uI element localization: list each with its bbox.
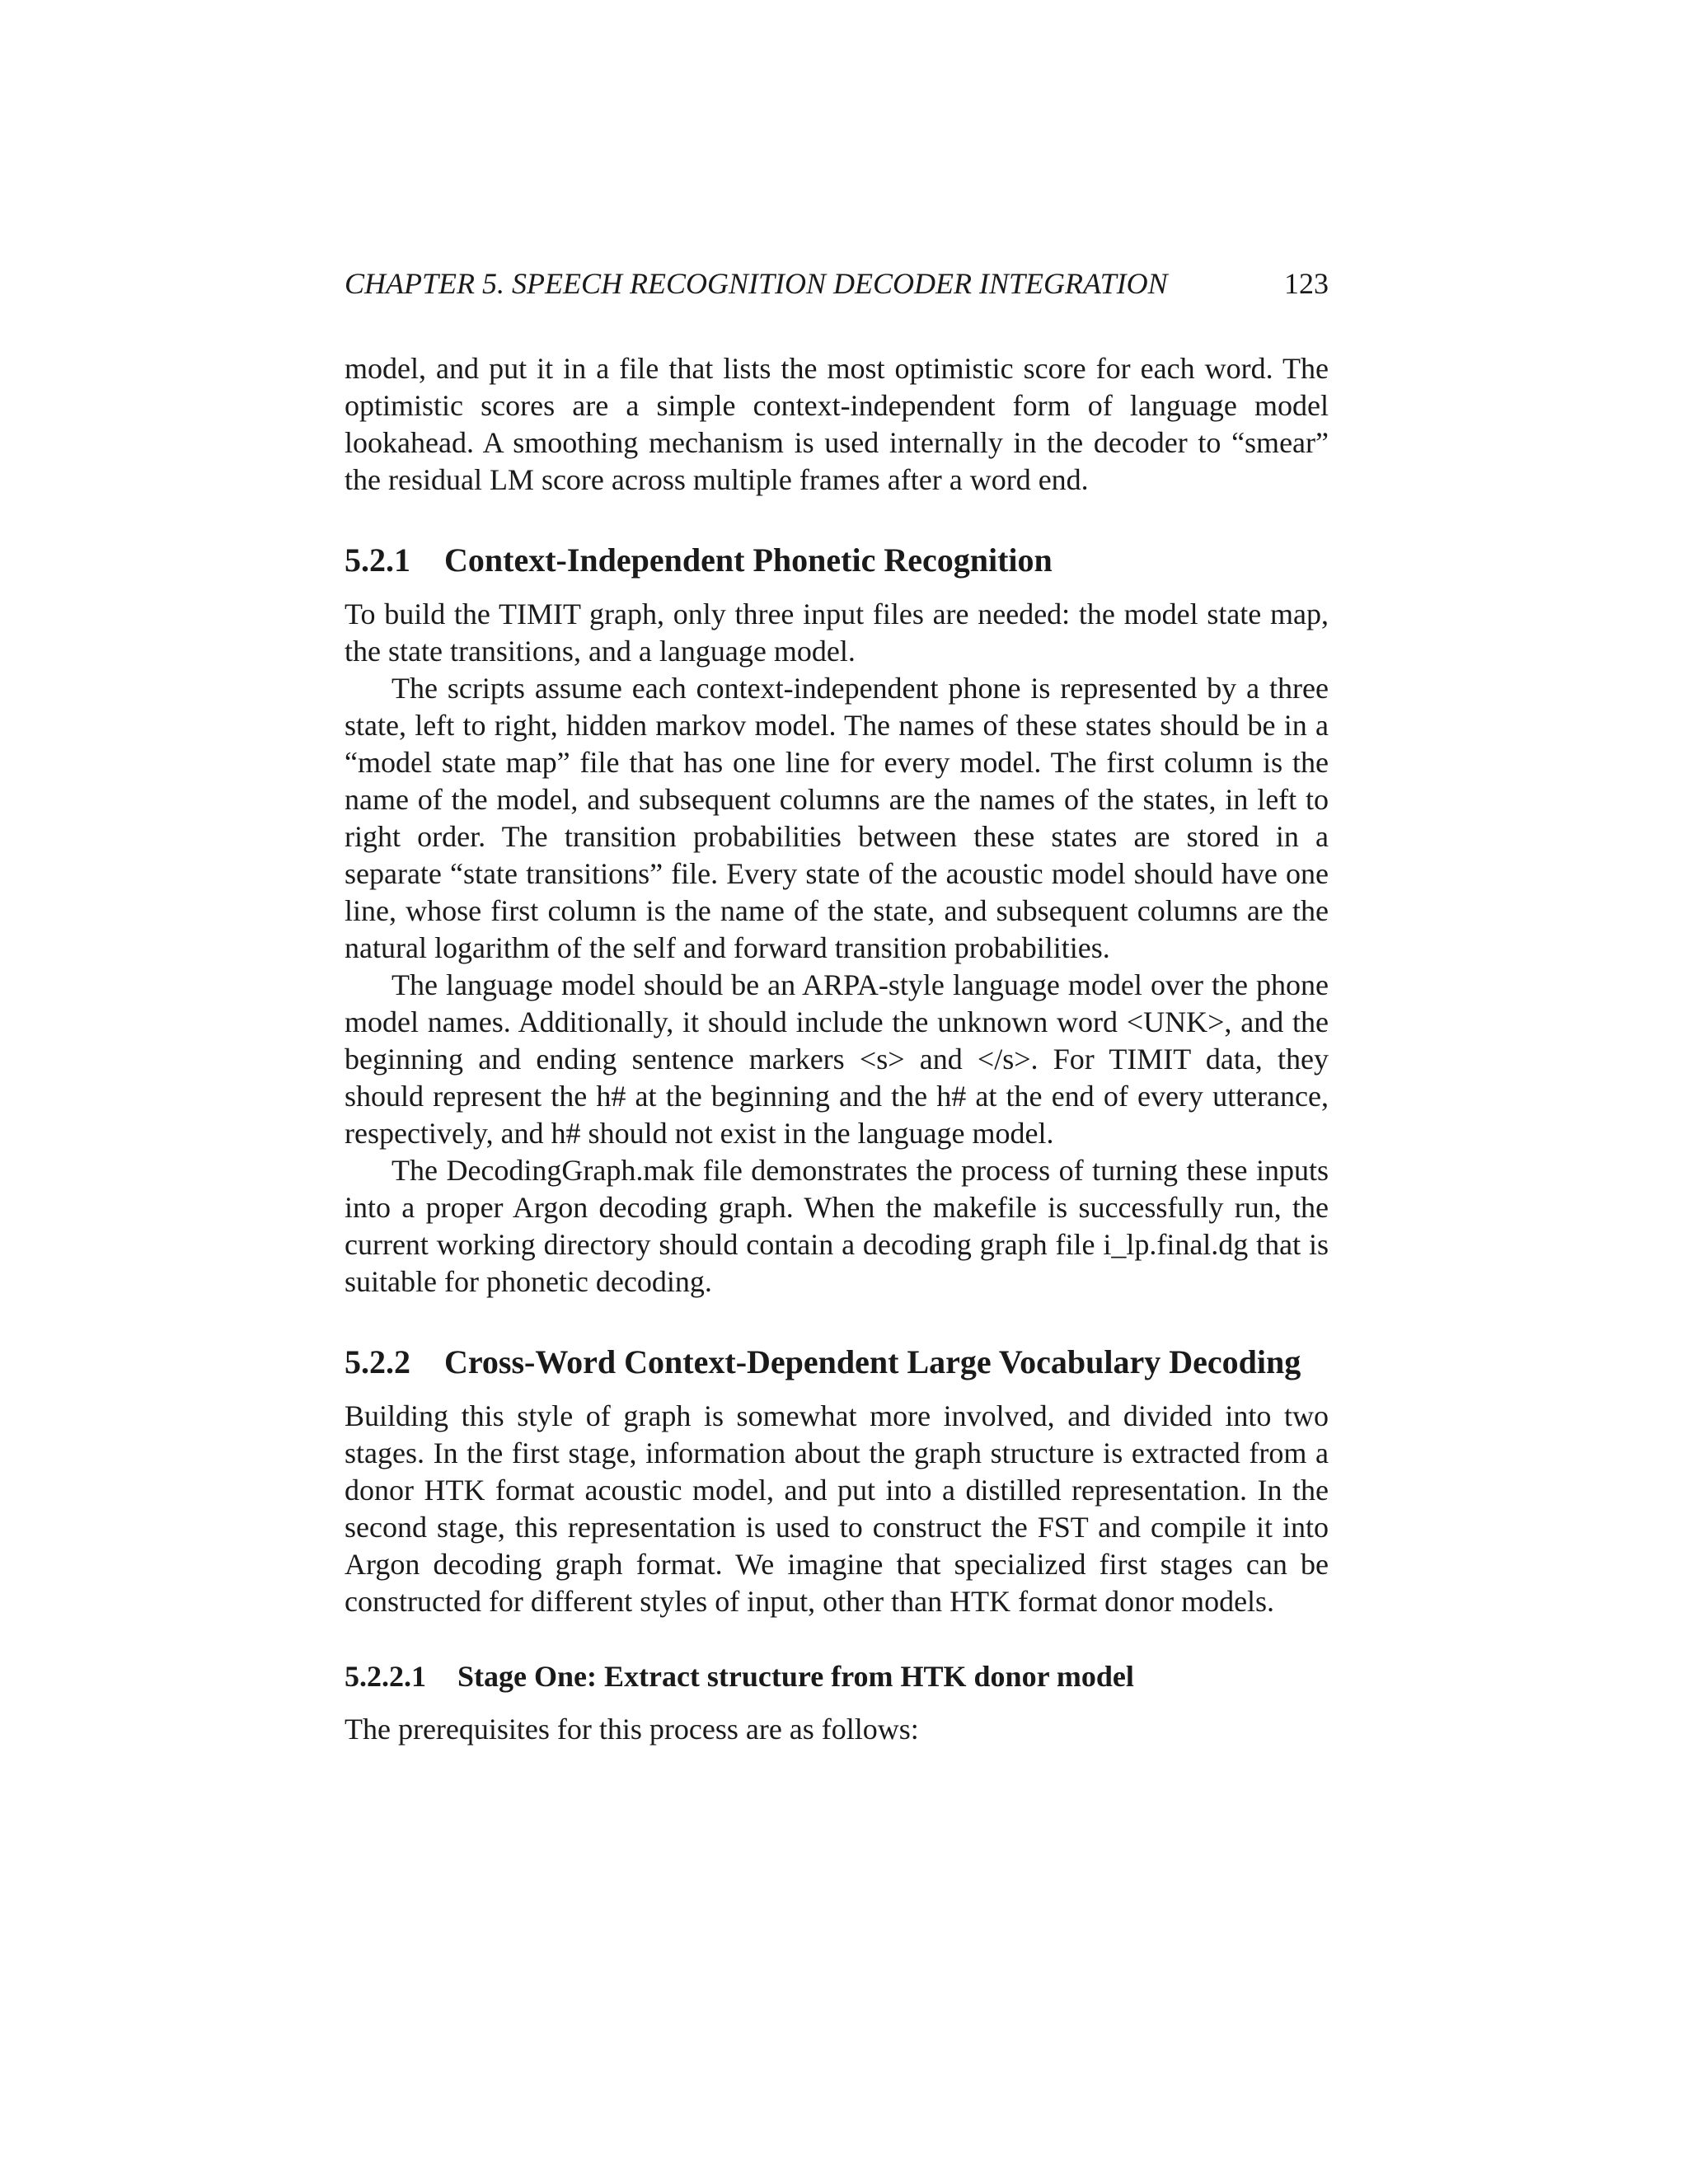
paragraph: The prerequisites for this process are as follows: (345, 1713, 919, 1746)
section-title: Context-Independent Phonetic Recognition (444, 541, 1053, 579)
paragraph: Building this style of graph is somewhat more involved, and divided into two stages. In the first stage, information about the graph structure is extracted from a donor HTK format acoustic model, and put into a distilled representation. In the second stage, this representation is used to construct the FST and compile it into Argon decoding graph format. We imagine that specialized first stages can be constructed for different styles of input, other than HTK format donor models. (345, 1399, 1329, 1618)
subsection-heading-5-2-2-1 (345, 1658, 1329, 1695)
section-heading-5-2-1 (345, 540, 1329, 581)
subsection-number: 5.2.2.1 (345, 1660, 426, 1693)
section-heading-5-2-2 (345, 1342, 1329, 1383)
section-title: Cross-Word Context-Dependent Large Vocabulary Decoding (444, 1343, 1301, 1380)
subsection-title: Stage One: Extract structure from HTK donor model (457, 1660, 1134, 1693)
page (345, 0, 1329, 2184)
intro-paragraph: model, and put it in a file that lists the most optimistic score for each word. The optimistic scores are a simple context-independent form of language model lookahead. A smoothing mechanism is used internally in the decoder to “smear” the residual LM score across multiple frames after a word end. (345, 352, 1329, 496)
paragraph: To build the TIMIT graph, only three input files are needed: the model state map, the state transitions, and a language model. (345, 598, 1329, 668)
paragraph: The language model should be an ARPA-style language model over the phone model names. Additionally, it should include the unknown word <UNK>, and the beginning and ending sentence markers <s> and </s>. For TIMIT data, they should represent the h# at the beginning and the h# at the end of every utterance, respectively, and h# should not exist in the language model. (345, 968, 1329, 1150)
section-number: 5.2.1 (345, 541, 410, 579)
body-text (345, 350, 1329, 1748)
page-number: 123 (1284, 267, 1329, 300)
paragraph: The DecodingGraph.mak file demonstrates the process of turning these inputs into a proper Argon decoding graph. When the makefile is successfully run, the current working directory should contain a decoding graph file i_lp.final.dg that is suitable for phonetic decoding. (345, 1154, 1329, 1298)
section-number: 5.2.2 (345, 1343, 410, 1380)
chapter-title: CHAPTER 5. SPEECH RECOGNITION DECODER INTEGRATION (345, 267, 1168, 300)
paragraph: The scripts assume each context-independent phone is represented by a three state, left to right, hidden markov model. The names of these states should be in a “model state map” file that has one line for every model. The first column is the name of the model, and subsequent columns are the names of the states, in left to right order. The transition probabilities between these states are stored in a separate “state transitions” file. Every state of the acoustic model should have one line, whose first column is the name of the state, and subsequent columns are the natural logarithm of the self and forward transition probabilities. (345, 672, 1329, 964)
